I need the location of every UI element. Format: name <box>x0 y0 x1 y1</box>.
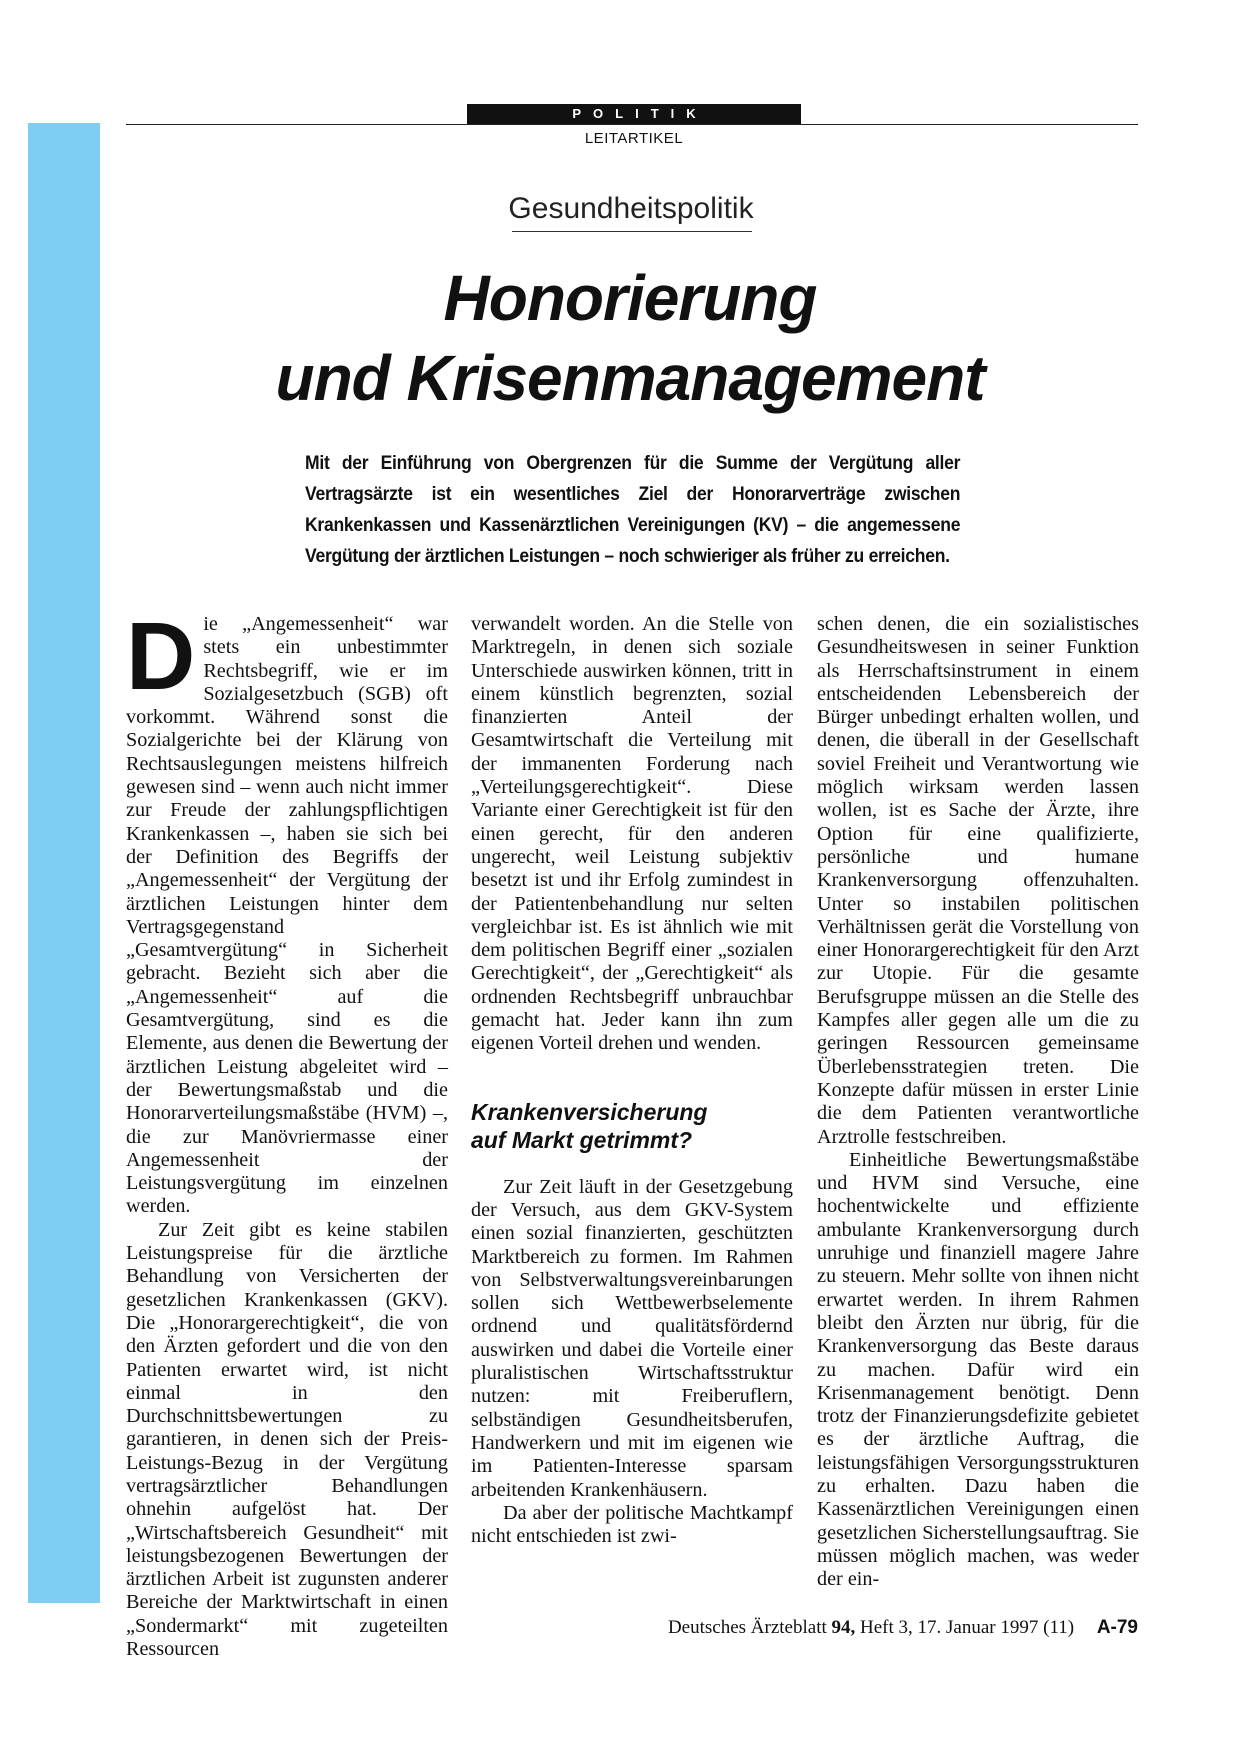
paragraph: verwandelt worden. An die Stelle von Marktregeln, in denen sich soziale Unterschiede auswirken können, tritt in einem künstlich begrenzten, sozial finanzierten Anteil der Gesamtwirtschaft die Verteilung mit der immanenten Forderung nach „Verteilungsgerechtigkeit“. Diese Variante einer Gerechtigkeit ist für den einen gerecht, für den anderen ungerecht, weil Leistung subjektiv besetzt ist und ihr Erfolg zumindest in der Patientenbehandlung nur selten vergleichbar ist. Es ist ähnlich wie mit dem politischen Begriff einer „sozialen Gerechtigkeit“, der „Gerechtigkeit“ als ordnenden Rechtsbegriff unbrauchbar gemacht hat. Jeder kann ihn zum eigenen Vorteil drehen und wenden. <box>471 613 793 1055</box>
subsection-label: LEITARTIKEL <box>584 130 684 147</box>
headline-line-2: und Krisenmanagement <box>275 342 985 414</box>
column-2 <box>471 613 793 1548</box>
paragraph: schen denen, die ein sozialistisches Gesundheitswesen in seiner Funktion als Herrschaftsinstrument in einem entscheidenden Lebensbereich der Bürger unbedingt erhalten wollen, und denen, die überall in der Gesellschaft soviel Freiheit und Verantwortung wie möglich wirksam werden lassen wollen, ist es Sache der Ärzte, ihre Option für eine qualifizierte, persönliche und humane Krankenversorgung offenzuhalten. Unter so instabilen politischen Verhältnissen gerät die Vorstellung von einer Honorargerechtigkeit für den Arzt zur Utopie. Für die gesamte Berufsgruppe müssen an die Stelle des Kampfes aller gegen alle um die zu geringen Ressourcen gemeinsame Überlebensstrategien treten. Die Konzepte dafür müssen in erster Linie die dem Patienten verantwortliche Arztrolle festschreiben. <box>817 613 1139 1148</box>
article-kicker: Gesundheitspolitik <box>508 192 754 225</box>
journal-volume: 94, <box>831 1617 856 1638</box>
section-label: POLITIK <box>467 104 801 124</box>
paragraph: ie „Angemessenheit“ war stets ein unbestimmter Rechtsbegriff, wie er im Sozialgesetzbuch (SGB) oft vorkommt. Während sonst die Sozialgerichte bei der Klärung von Rechtsauslegungen meistens hilfreich gewesen sind – wenn auch nicht immer zur Freude der zahlungspflichtigen Krankenkassen –, haben sie sich bei der Definition des Begriffs der „Angemessenheit“ der Vergütung der ärztlichen Leistungen hinter dem Vertragsgegenstand „Gesamtvergütung“ in Sicherheit gebracht. Bezieht sich aber die „Angemessenheit“ auf die Gesamtvergütung, sind es die Elemente, aus denen die Bewertung der ärztlichen Leistung abgeleitet wird – der Bewertungsmaßstab und die Honorarverteilungsmaßstäbe (HVM) –, die zur Manövriermasse einer Angemessenheit der Leistungsvergütung im einzelnen werden. <box>126 613 448 1218</box>
paragraph: Da aber der politische Machtkampf nicht entschieden ist zwi- <box>471 1501 793 1548</box>
subheading-line-2: auf Markt getrimmt? <box>471 1126 693 1153</box>
drop-cap: D <box>126 603 196 710</box>
subheading <box>471 1098 793 1154</box>
headline-line-1: Honorierung <box>443 262 817 334</box>
page-footer <box>600 1617 1138 1639</box>
paragraph: Zur Zeit läuft in der Gesetzgebung der Versuch, aus dem GKV-System einen sozial finanzierten, geschützten Marktbereich zu formen. Im Rahmen von Selbstverwaltungsvereinbarungen sollen sich Wettbewerbselemente ordnend und qualitätsfördernd auswirken und dabei die Vorteile einer pluralistischen Wirtschaftsstruktur nutzen: mit Freiberuflern, selbständigen Gesundheitsberufen, Handwerkern und mit im eigenen wie im Patienten-Interesse sparsam arbeitenden Krankenhäusern. <box>471 1175 793 1501</box>
column-1 <box>126 603 448 1661</box>
paragraph: Einheitliche Bewertungsmaßstäbe und HVM sind Versuche, eine hochentwickelte und effiziente ambulante Krankenversorgung durch unruhige und finanziell magere Jahre zu steuern. Mehr sollte von ihnen nicht erwartet werden. In ihrem Rahmen bleibt den Ärzten nur übrig, für die Krankenversorgung das Beste daraus zu machen. Dafür wird ein Krisenmanagement benötigt. Denn trotz der Finanzierungsdefizite gebietet es der ärztliche Auftrag, die leistungsfähigen Versorgungsstrukturen zu erhalten. Dazu haben die Kassenärztlichen Vereinigungen einen gesetzlichen Sicherstellungsauftrag. Sie müssen möglich machen, was weder der ein- <box>817 1148 1139 1591</box>
journal-name: Deutsches Ärzteblatt <box>667 1617 827 1638</box>
accent-sidebar-bar <box>28 123 100 1603</box>
subheading-line-1: Krankenversicherung <box>471 1098 708 1125</box>
article-lead: Mit der Einführung von Obergrenzen für die Summe der Vergütung aller Vertragsärzte ist ein wesentliches Ziel der Honorarverträge zwischen Krankenkassen und Kassenärztlichen Vereinigungen (KV) – die angemessene Vergütung der ärztlichen Leistungen – noch schwieriger als früher zu erreichen. <box>305 452 961 567</box>
page-number: A-79 <box>1096 1617 1138 1638</box>
header-rule <box>126 124 1138 125</box>
article-headline <box>120 258 1140 418</box>
kicker-underline <box>512 231 752 232</box>
paragraph: Zur Zeit gibt es keine stabilen Leistungspreise für die ärztliche Behandlung von Versicherten der gesetzlichen Krankenkassen (GKV). Die „Honorargerechtigkeit“, die von den Ärzten gefordert und die von den Patienten erwartet wird, ist nicht einmal in den Durchschnittsbewertungen zu garantieren, in denen sich der Preis-Leistungs-Bezug in der Vergütung vertragsärztlicher Behandlungen ohnehin aufgelöst hat. Der „Wirtschaftsbereich Gesundheit“ mit leistungsbezogenen Bewertungen der ärztlichen Arbeit ist zugunsten anderer Bereiche der Marktwirtschaft in einen „Sondermarkt“ mit zugeteilten Ressourcen <box>126 1218 448 1661</box>
column-3 <box>817 613 1139 1591</box>
issue-info: Heft 3, 17. Januar 1997 (11) <box>860 1617 1075 1638</box>
